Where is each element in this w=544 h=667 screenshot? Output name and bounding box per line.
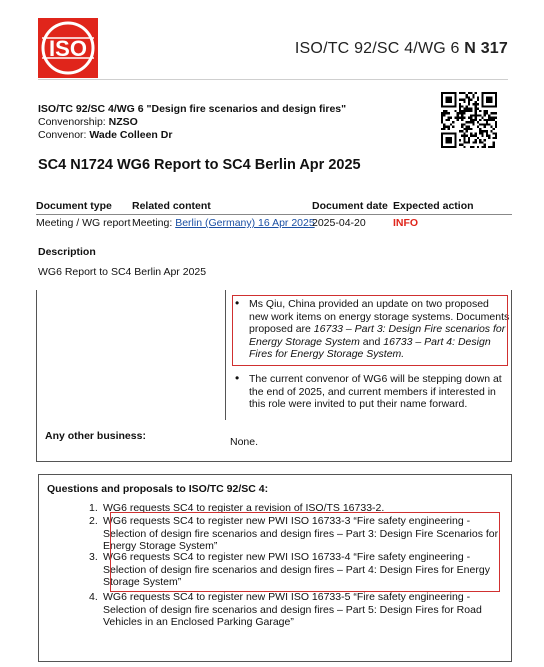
question-item: 1. WG6 requests SC4 to register a revision of ISO/TS 16733-2. xyxy=(89,502,385,514)
any-other-business-value: None. xyxy=(230,436,259,448)
document-date-value: 2025-04-20 xyxy=(312,217,366,229)
committee-info xyxy=(38,103,346,142)
header-document-type: Document type xyxy=(36,200,112,212)
bullet-icon: • xyxy=(235,371,240,385)
question-item: 2. WG6 requests SC4 to register new PWI ISO 16733-3 “Fire safety engineering - Selection of design fire scenarios and design fires – Part 3: Design Fire Scenarios for Energy Storage System” xyxy=(89,515,499,552)
doc-prefix: ISO/TC 92/SC 4/WG 6 xyxy=(294,40,460,57)
list-item: • The current convenor of WG6 will be stepping down at the end of 2025, and current members if interested in this role were invited to put their name forward. xyxy=(235,371,502,410)
convenor-line: Convenor: Wade Colleen Dr xyxy=(38,129,173,141)
convenor-value: Wade Colleen Dr xyxy=(89,129,173,141)
qr-code[interactable] xyxy=(441,92,497,148)
document-identifier xyxy=(295,40,508,58)
description-heading: Description xyxy=(38,246,96,258)
questions-box xyxy=(38,474,512,662)
header-related-content: Related content xyxy=(132,200,211,212)
document-meta-table xyxy=(36,200,512,230)
questions-heading: Questions and proposals to ISO/TC 92/SC 4: xyxy=(47,483,269,495)
meta-divider xyxy=(36,214,512,215)
question-item: 3. WG6 requests SC4 to register new PWI ISO 16733-4 “Fire safety engineering - Selection of design fire scenarios and design fires – Part 4: Design Fires for Energy Storage System” xyxy=(89,551,490,588)
any-other-business-label: Any other business: xyxy=(45,430,146,442)
page-header xyxy=(0,0,544,80)
header-document-date: Document date xyxy=(312,200,388,212)
question-item: 4. WG6 requests SC4 to register new PWI ISO 16733-5 “Fire safety engineering - Selection of design fire scenarios and design fires – Part 5: Design Fires for Road Vehicles in an Enclosed Parking Garage” xyxy=(89,591,482,628)
document-type-value: Meeting / WG report xyxy=(36,217,131,229)
committee-title: ISO/TC 92/SC 4/WG 6 "Design fire scenarios and design fires" xyxy=(38,103,347,115)
expected-action-value: INFO xyxy=(393,217,419,229)
list-item: • Ms Qiu, China provided an update on two proposed new work items on energy storage systems. Documents proposed are 16733 – Part 3: Design Fire scenarios for Energy Storage System and 16733 – Part 4: Design Fires for Energy Storage System. xyxy=(235,296,510,360)
convenorship-line: Convenorship: NZSO xyxy=(38,116,138,128)
document-title: SC4 N1724 WG6 Report to SC4 Berlin Apr 2025 xyxy=(38,157,361,173)
header-expected-action: Expected action xyxy=(393,200,474,212)
header-divider xyxy=(38,79,508,80)
convenorship-value: NZSO xyxy=(108,116,138,128)
logo-text: ISO xyxy=(49,36,87,61)
meeting-link[interactable]: Berlin (Germany) 16 Apr 2025 xyxy=(175,217,315,229)
bullet-icon: • xyxy=(235,296,240,310)
report-excerpt-table xyxy=(36,290,512,462)
column-divider xyxy=(225,290,226,420)
meta-header-row xyxy=(36,200,512,213)
related-content-value: Meeting: Berlin (Germany) 16 Apr 2025 xyxy=(132,217,315,229)
meta-value-row xyxy=(36,217,512,230)
doc-number: N 317 xyxy=(464,40,508,57)
description-text: WG6 Report to SC4 Berlin Apr 2025 xyxy=(38,266,207,278)
iso-logo xyxy=(38,18,98,78)
